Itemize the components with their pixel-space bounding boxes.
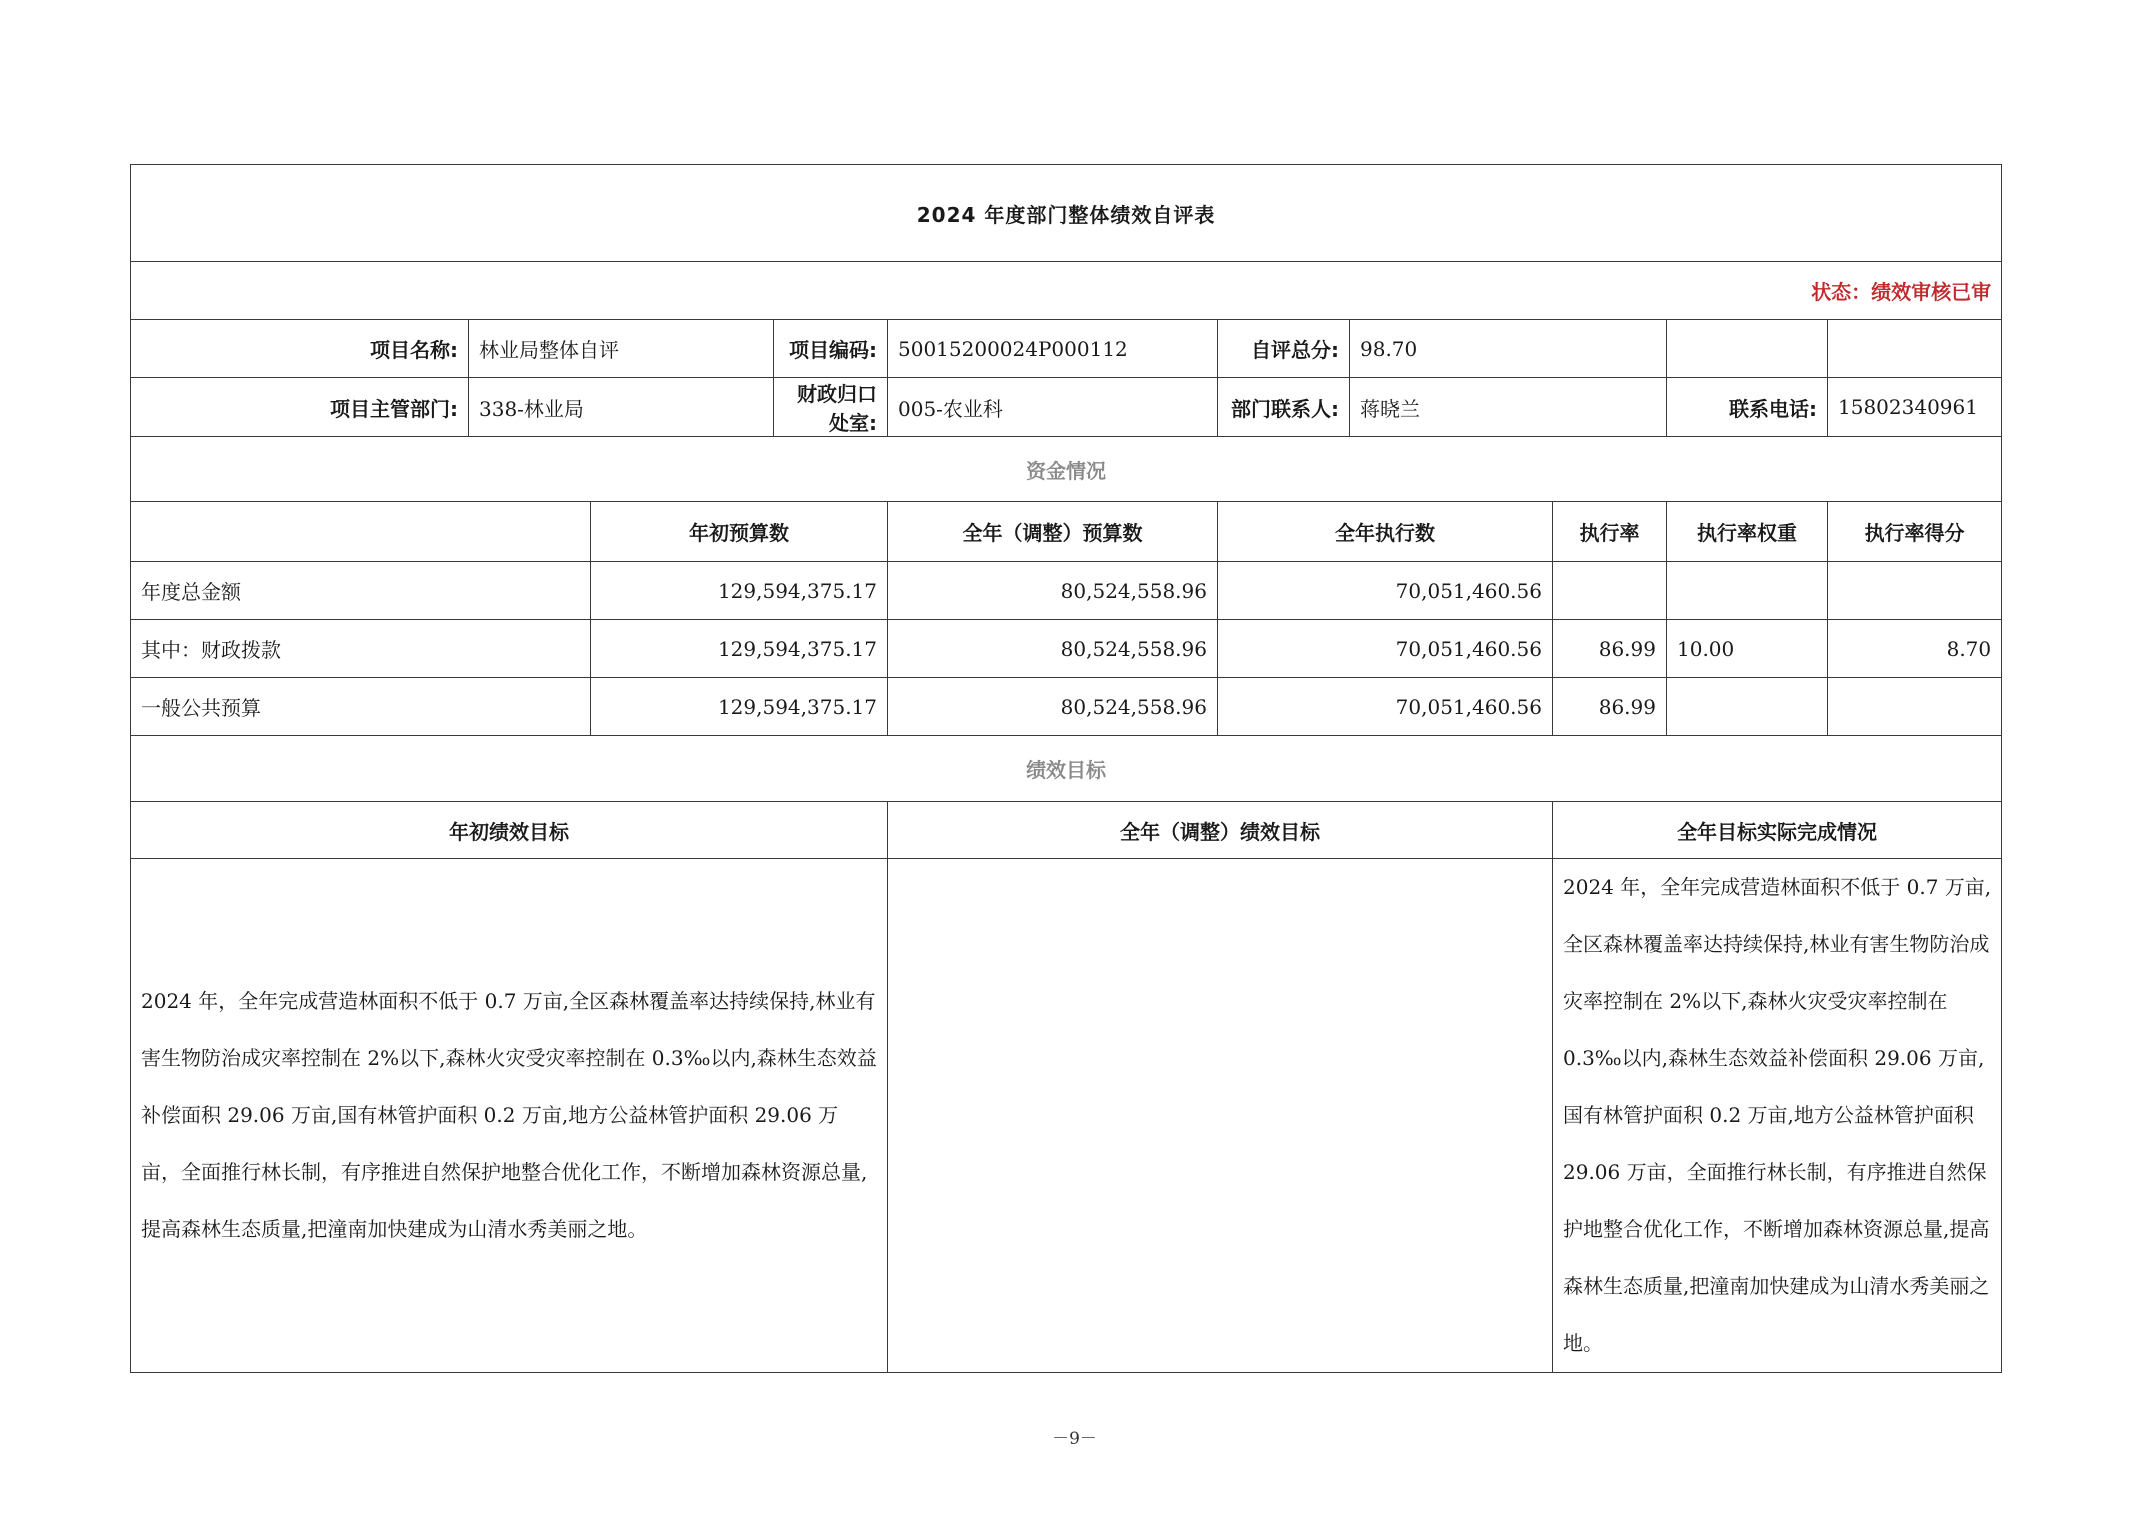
page-number: －9－ bbox=[1052, 1429, 1097, 1449]
funds-header-initial: 年初预算数 bbox=[591, 502, 888, 562]
dept-value: 338-林业局 bbox=[469, 378, 774, 437]
funds-row-rate: 86.99 bbox=[1553, 620, 1667, 678]
page-title: 2024 年度部门整体绩效自评表 bbox=[131, 165, 2002, 262]
evaluation-form bbox=[130, 164, 2001, 1355]
funds-row-initial: 129,594,375.17 bbox=[591, 620, 888, 678]
status-badge: 状态：绩效审核已审 bbox=[131, 262, 2002, 320]
goals-header-row bbox=[131, 802, 2002, 859]
empty-cell bbox=[1667, 320, 1828, 378]
funds-header-weight: 执行率权重 bbox=[1667, 502, 1828, 562]
initial-goal-text: 2024 年，全年完成营造林面积不低于 0.7 万亩,全区森林覆盖率达持续保持,林业有害生物防治成灾率控制在 2%以下,森林火灾受灾率控制在 0.3‰以内,森林生态效益补偿面积 29.06 万亩,国有林管护面积 0.2 万亩,地方公益林管护面积 29.06 万亩，全面推行林长制，有序推进自然保护地整合优化工作，不断增加森林资源总量,提高森林生态质量,把潼南加快建成为山清水秀美丽之地。 bbox=[131, 859, 888, 1373]
funds-data-row bbox=[131, 620, 2002, 678]
funds-row-name: 一般公共预算 bbox=[131, 678, 591, 736]
funds-header-executed: 全年执行数 bbox=[1218, 502, 1553, 562]
project-name-value: 林业局整体自评 bbox=[469, 320, 774, 378]
funds-row-score: 8.70 bbox=[1828, 620, 2002, 678]
funds-header-adjusted: 全年（调整）预算数 bbox=[888, 502, 1218, 562]
title-row bbox=[131, 165, 2002, 262]
goals-header-initial: 年初绩效目标 bbox=[131, 802, 888, 859]
goals-header-actual: 全年目标实际完成情况 bbox=[1553, 802, 2002, 859]
funds-row-initial: 129,594,375.17 bbox=[591, 562, 888, 620]
phone-label: 联系电话: bbox=[1667, 378, 1828, 437]
funds-header-row bbox=[131, 502, 2002, 562]
funds-row-rate: 86.99 bbox=[1553, 678, 1667, 736]
funds-row-name: 年度总金额 bbox=[131, 562, 591, 620]
funds-row-adjusted: 80,524,558.96 bbox=[888, 562, 1218, 620]
goals-content-row bbox=[131, 859, 2002, 1373]
funds-row-rate bbox=[1553, 562, 1667, 620]
project-name-label: 项目名称: bbox=[131, 320, 469, 378]
actual-completion-text: 2024 年，全年完成营造林面积不低于 0.7 万亩,全区森林覆盖率达持续保持,林业有害生物防治成灾率控制在 2%以下,森林火灾受灾率控制在 0.3‰以内,森林生态效益补偿面积 29.06 万亩,国有林管护面积 0.2 万亩,地方公益林管护面积 29.06 万亩，全面推行林长制，有序推进自然保护地整合优化工作，不断增加森林资源总量,提高森林生态质量,把潼南加快建成为山清水秀美丽之地。 bbox=[1553, 859, 2002, 1373]
funds-row-executed: 70,051,460.56 bbox=[1218, 562, 1553, 620]
project-code-label: 项目编码: bbox=[774, 320, 888, 378]
score-value: 98.70 bbox=[1350, 320, 1667, 378]
dept-label: 项目主管部门: bbox=[131, 378, 469, 437]
status-row bbox=[131, 262, 2002, 320]
contact-value: 蒋晓兰 bbox=[1350, 378, 1667, 437]
funds-row-adjusted: 80,524,558.96 bbox=[888, 620, 1218, 678]
score-label: 自评总分: bbox=[1218, 320, 1350, 378]
goals-section-title: 绩效目标 bbox=[131, 736, 2002, 802]
funds-row-executed: 70,051,460.56 bbox=[1218, 620, 1553, 678]
funds-header-rate: 执行率 bbox=[1553, 502, 1667, 562]
adjusted-goal-text bbox=[888, 859, 1553, 1373]
funds-header-blank bbox=[131, 502, 591, 562]
evaluation-table bbox=[130, 164, 2002, 1373]
funds-row-executed: 70,051,460.56 bbox=[1218, 678, 1553, 736]
phone-value: 15802340961 bbox=[1828, 378, 2002, 437]
funds-section-title: 资金情况 bbox=[131, 437, 2002, 502]
goals-section-row bbox=[131, 736, 2002, 802]
info-row-2 bbox=[131, 378, 2002, 437]
funds-row-initial: 129,594,375.17 bbox=[591, 678, 888, 736]
finance-value: 005-农业科 bbox=[888, 378, 1218, 437]
contact-label: 部门联系人: bbox=[1218, 378, 1350, 437]
info-row-1 bbox=[131, 320, 2002, 378]
funds-section-row bbox=[131, 437, 2002, 502]
funds-row-score bbox=[1828, 562, 2002, 620]
funds-row-weight bbox=[1667, 678, 1828, 736]
funds-data-row bbox=[131, 678, 2002, 736]
funds-row-name: 其中：财政拨款 bbox=[131, 620, 591, 678]
funds-row-adjusted: 80,524,558.96 bbox=[888, 678, 1218, 736]
project-code-value: 50015200024P000112 bbox=[888, 320, 1218, 378]
empty-cell bbox=[1828, 320, 2002, 378]
funds-row-weight: 10.00 bbox=[1667, 620, 1828, 678]
finance-label: 财政归口处室: bbox=[774, 378, 888, 437]
goals-header-adjusted: 全年（调整）绩效目标 bbox=[888, 802, 1553, 859]
funds-header-score: 执行率得分 bbox=[1828, 502, 2002, 562]
funds-row-score bbox=[1828, 678, 2002, 736]
funds-row-weight bbox=[1667, 562, 1828, 620]
funds-data-row bbox=[131, 562, 2002, 620]
